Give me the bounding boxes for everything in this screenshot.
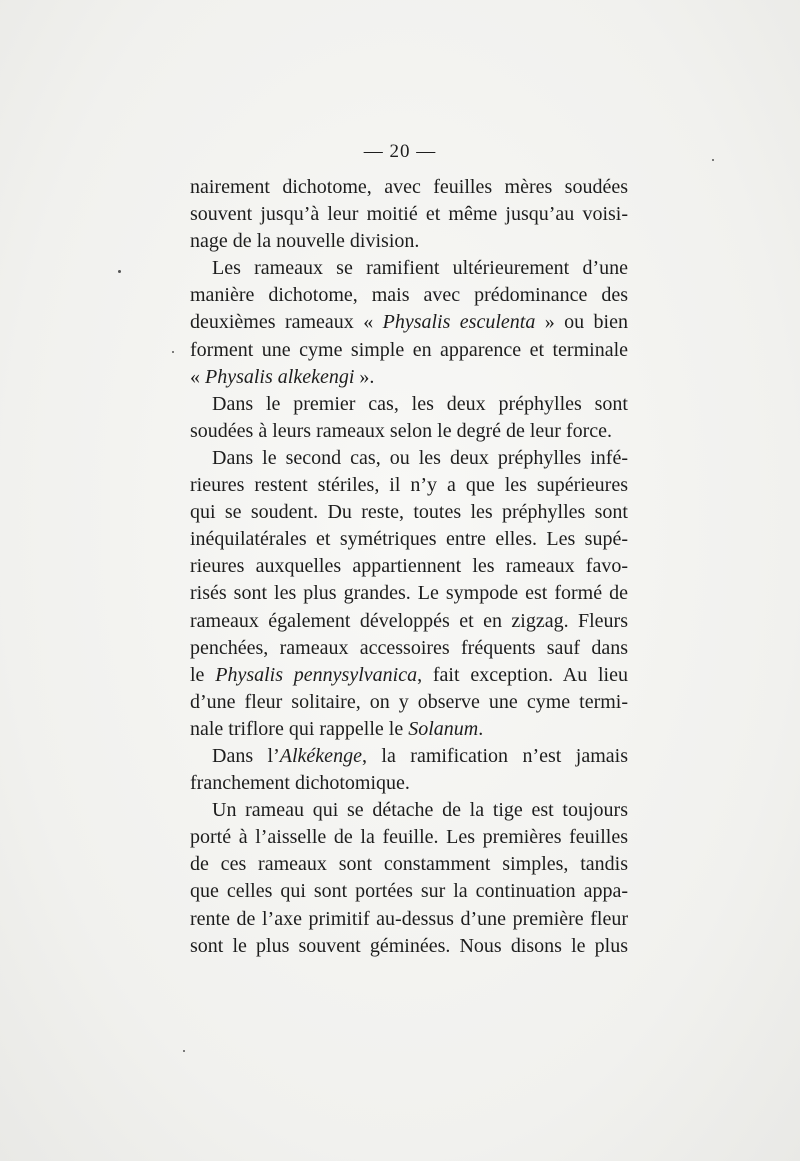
text-line [190, 391, 628, 418]
text-segment: risés sont les plus grandes. Le sympode est formé de [190, 582, 628, 605]
text-line [190, 445, 628, 472]
text-line [190, 716, 628, 743]
print-speck [118, 270, 121, 273]
text-segment: inéquilatérales et symétriques entre elles. Les supé- [190, 528, 628, 551]
text-segment: ». [354, 365, 375, 388]
text-line [190, 851, 628, 878]
text-segment: rieures restent stériles, il n’y a que les supérieures [190, 474, 628, 497]
text-line [190, 499, 628, 526]
text-line [190, 906, 628, 933]
text-segment: le [190, 663, 216, 686]
text-segment: franchement dichotomique. [190, 772, 410, 795]
text-segment: Dans l’ [212, 744, 280, 767]
text-segment: , la ramification n’est jamais [361, 744, 628, 767]
text-line [190, 228, 628, 255]
text-segment: qui se soudent. Du reste, toutes les préphylles sont [190, 501, 628, 524]
text-line [190, 797, 628, 824]
text-segment: sont le plus souvent géminées. Nous disons le plus [190, 934, 628, 957]
text-segment: nage de la nouvelle division. [190, 230, 420, 253]
text-segment: rente de l’axe primitif au-dessus d’une première fleur [190, 907, 628, 930]
text-segment: « [190, 365, 205, 388]
text-line [190, 824, 628, 851]
text-line [190, 580, 628, 607]
print-speck [172, 351, 174, 353]
text-segment: Dans le second cas, ou les deux préphylles infé- [212, 446, 628, 469]
text-line [190, 933, 628, 960]
text-line [190, 770, 628, 797]
text-segment: que celles qui sont portées sur la continuation appa- [190, 880, 628, 903]
text-segment: Un rameau qui se détache de la tige est toujours [212, 799, 628, 822]
page-number: — 20 — [363, 141, 437, 162]
italic-taxon-name: Physalis pennysylvanica [215, 663, 418, 686]
text-segment: souvent jusqu’à leur moitié et même jusqu’au voisi- [190, 203, 628, 226]
text-line [190, 309, 628, 336]
print-speck [712, 159, 714, 161]
text-segment: nale triflore qui rappelle le [190, 717, 409, 740]
text-line [190, 201, 628, 228]
text-segment: porté à l’aisselle de la feuille. Les premières feuilles [190, 826, 628, 849]
text-segment: Les rameaux se ramifient ultérieurement d’une [212, 257, 628, 280]
text-segment: nairement dichotome, avec feuilles mères soudées [190, 176, 628, 198]
text-line [190, 553, 628, 580]
text-segment: forment une cyme simple en apparence et terminale [190, 338, 628, 361]
text-line [190, 418, 628, 445]
text-segment: Dans le premier cas, les deux préphylles sont [212, 392, 628, 415]
body-text [190, 174, 628, 960]
text-line [190, 255, 628, 282]
text-line [190, 878, 628, 905]
text-line [190, 526, 628, 553]
text-line [190, 174, 628, 201]
italic-taxon-name: Physalis alkekengi [205, 365, 355, 388]
text-segment: manière dichotome, mais avec prédominance des [190, 284, 628, 307]
text-segment: penchées, rameaux accessoires fréquents sauf dans [190, 636, 628, 659]
text-line [190, 282, 628, 309]
print-speck [183, 1050, 185, 1052]
text-segment: . [478, 717, 484, 740]
text-segment: soudées à leurs rameaux selon le degré de leur force. [190, 419, 613, 442]
text-line [190, 662, 628, 689]
text-line [190, 472, 628, 499]
text-line [190, 364, 628, 391]
text-segment: rameaux également développés et en zigzag. Fleurs [190, 609, 628, 632]
text-line [190, 337, 628, 364]
italic-taxon-name: Alkékenge [279, 744, 362, 767]
text-segment: » ou bien [535, 311, 628, 334]
text-segment: , fait exception. Au lieu [417, 663, 628, 686]
text-segment: de ces rameaux sont constamment simples, tandis [190, 853, 628, 876]
text-segment: deuxièmes rameaux « [190, 311, 383, 334]
italic-taxon-name: Solanum [408, 717, 479, 740]
text-line [190, 689, 628, 716]
italic-taxon-name: Physalis esculenta [382, 311, 536, 334]
text-line [190, 608, 628, 635]
text-line [190, 635, 628, 662]
text-segment: d’une fleur solitaire, on y observe une cyme termi- [190, 690, 628, 713]
text-segment: rieures auxquelles appartiennent les rameaux favo- [190, 555, 628, 578]
text-line [190, 743, 628, 770]
